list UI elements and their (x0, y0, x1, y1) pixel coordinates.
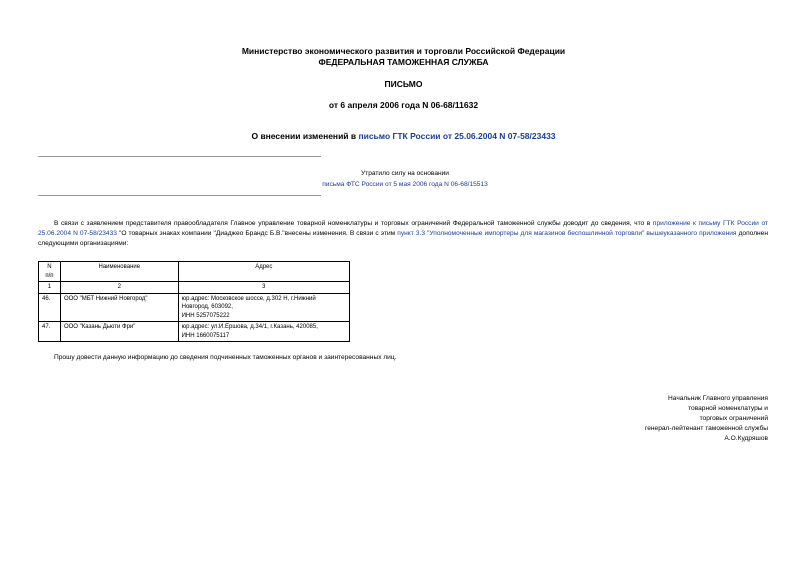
colnum-2: 2 (60, 282, 178, 294)
signature-line: торговых ограничений (699, 415, 768, 422)
signature-line: товарной номенклатуры и (688, 405, 768, 412)
header-num: N п/п (39, 262, 61, 282)
clause-link[interactable]: пункт 3.3 "Уполномоченные импортеры для магазинов беспошлинной торговли" вышеуказанного приложения (397, 230, 737, 237)
address-line: ИНН 5257075222 (181, 312, 230, 319)
row-num: 46. (39, 293, 61, 322)
ministry-title: Министерство экономического развития и торговли Российской Федерации (241, 46, 566, 56)
body-paragraph (38, 219, 768, 249)
subject-link[interactable]: письмо ГТК России от 25.06.2004 N 07-58/23433 (358, 131, 556, 141)
status-text: Утратило силу на основании (361, 170, 449, 177)
signatory-name: А.О.Кудряшов (724, 435, 768, 442)
body-text-a: В связи с заявлением представителя правообладателя Главное управление товарной номенклатуры и торговых ограничений Федеральной таможенной службы доводит до сведения, что в (54, 220, 653, 227)
doc-subject (0, 131, 807, 142)
closing-paragraph: Прошу довести данную информацию до сведения подчиненных таможенных органов и заинтересованных лиц. (54, 354, 397, 361)
colnum-1: 1 (39, 282, 61, 294)
table-row (39, 293, 350, 322)
body-text-b: "О товарных знаках компании "Диаджео Брандс Б.В."внесены изменения. В связи с этим (116, 230, 398, 237)
signature-line: Начальник Главного управления (668, 395, 768, 402)
table-header-row (39, 262, 350, 282)
doc-type: ПИСЬМО (384, 79, 423, 89)
doc-date-number: от 6 апреля 2006 года N 06-68/11632 (328, 100, 479, 110)
service-title: ФЕДЕРАЛЬНАЯ ТАМОЖЕННАЯ СЛУЖБА (318, 57, 489, 67)
colnum-3: 3 (178, 282, 349, 294)
address-line: юр.адрес: Московское шоссе, д.302 Н, г.Нижний (181, 295, 316, 302)
signature-line: генерал-лейтенант таможенной службы (644, 425, 768, 432)
row-address (178, 322, 349, 342)
row-num: 47. (39, 322, 61, 342)
row-address (178, 293, 349, 322)
table-colnum-row (39, 282, 350, 294)
header-address: Адрес (178, 262, 349, 282)
appendix-link[interactable]: приложение к письму ГТК России от 25.06.2004 N 07-58/23433 (38, 220, 768, 237)
row-name: ООО "Казань Дьюти Фри" (60, 322, 178, 342)
address-line: ИНН 1660075117 (181, 332, 230, 339)
header-name: Наименование (60, 262, 178, 282)
status-link[interactable]: письма ФТС России от 5 мая 2006 года N 06-68/15513 (322, 181, 488, 188)
address-line: юр.адрес: ул.И.Ершова, д.34/1, г.Казань, 420085, (181, 324, 318, 330)
row-name: ООО "МБТ Нижний Новгород" (60, 293, 178, 322)
organizations-table (38, 261, 350, 342)
table-row (39, 322, 350, 342)
divider-bottom (38, 195, 321, 196)
signature-block (560, 394, 768, 444)
body-text-c: дополнен следующими организациями: (38, 230, 768, 247)
subject-prefix: О внесении изменений в (251, 131, 359, 141)
address-line: Новгород, 603092, (181, 304, 233, 310)
divider-top (38, 156, 321, 157)
